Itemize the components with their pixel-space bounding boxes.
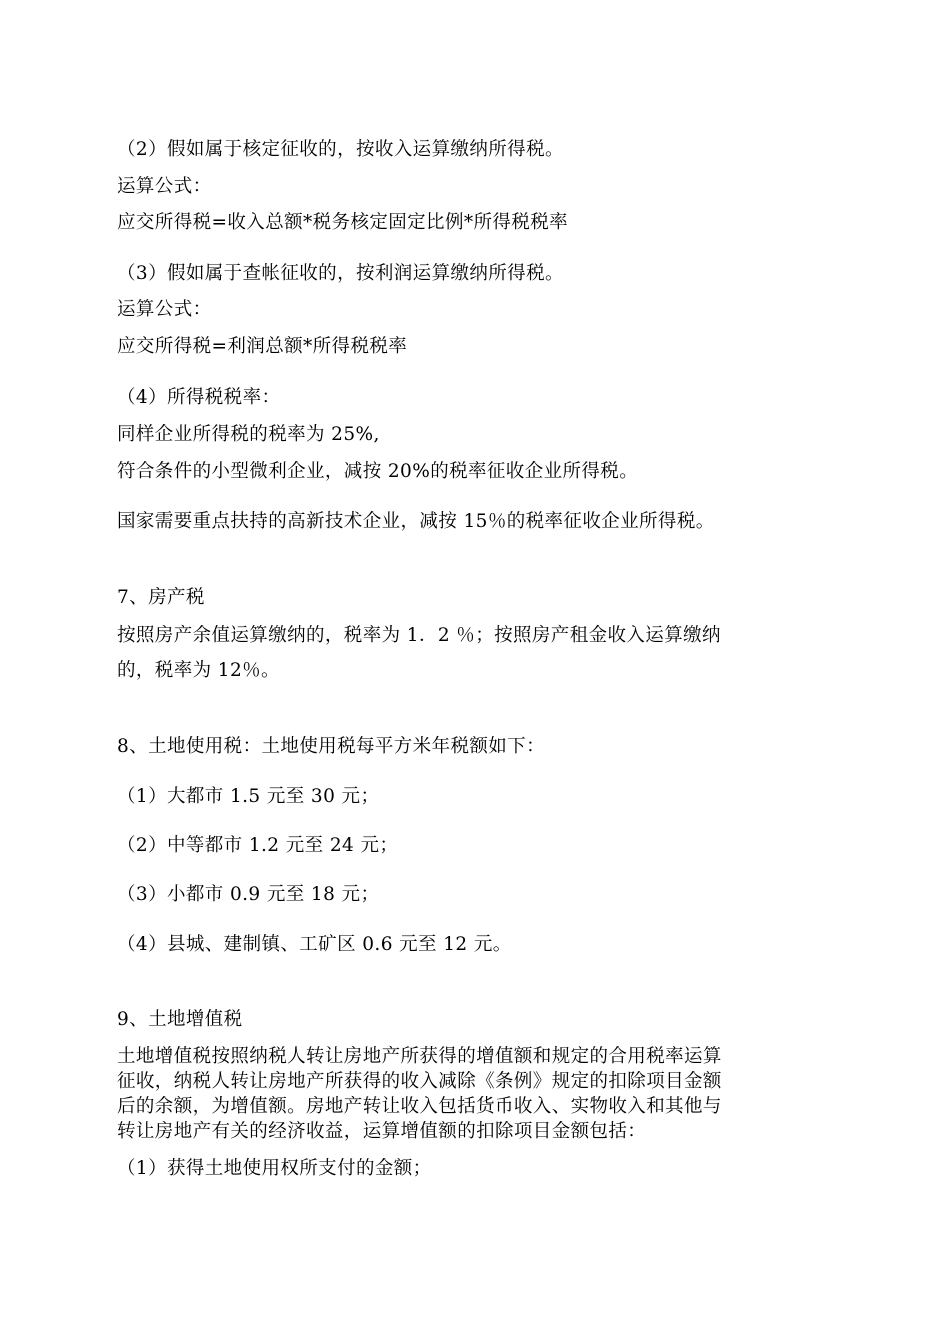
formula-label: 运算公式： xyxy=(117,299,212,320)
formula-text: 应交所得税=利润总额*所得税税率 xyxy=(117,336,408,357)
tax-rate-line: 国家需要重点扶持的高新技术企业，减按 15％的税率征收企业所得税。 xyxy=(117,511,715,532)
land-use-tax-item: （3）小都市 0.9 元至 18 元； xyxy=(117,884,380,905)
property-tax-text: 的，税率为 12％。 xyxy=(117,660,280,681)
paragraph-line: 转让房地产有关的经济收益，运算增值额的扣除项目金额包括： xyxy=(117,1121,647,1142)
land-value-added-tax-paragraph xyxy=(117,1044,832,1144)
land-use-tax-item: （2）中等都市 1.2 元至 24 元； xyxy=(117,835,399,856)
paragraph-line: 土地增值税按照纳税人转让房地产所获得的增值额和规定的合用税率运算 xyxy=(117,1046,722,1067)
paragraph-line: 征收，纳税人转让房地产所获得的收入减除《条例》规定的扣除项目金额 xyxy=(117,1071,722,1092)
paragraph-line: 后的余额，为增值额。房地产转让收入包括货币收入、实物收入和其他与 xyxy=(117,1096,722,1117)
section-heading-land-value-added-tax: 9、土地增值税 xyxy=(117,1009,243,1030)
tax-rate-line: 同样企业所得税的税率为 25%, xyxy=(117,424,380,445)
section-heading-land-use-tax: 8、土地使用税：土地使用税每平方米年税额如下： xyxy=(117,736,545,757)
formula-text: 应交所得税=收入总额*税务核定固定比例*所得税税率 xyxy=(117,212,569,233)
income-tax-item-3: （3）假如属于查帐征收的，按利润运算缴纳所得税。 xyxy=(117,263,564,284)
income-tax-item-4: （4）所得税税率： xyxy=(117,387,281,408)
formula-label: 运算公式： xyxy=(117,176,212,197)
income-tax-item-2: （2）假如属于核定征收的，按收入运算缴纳所得税。 xyxy=(117,139,564,160)
section-heading-property-tax: 7、房产税 xyxy=(117,587,205,608)
tax-rate-line: 符合条件的小型微利企业，减按 20%的税率征收企业所得税。 xyxy=(117,461,639,482)
deduction-item: （1）获得土地使用权所支付的金额； xyxy=(117,1158,432,1179)
property-tax-text: 按照房产余值运算缴纳的，税率为 1．2 ％；按照房产租金收入运算缴纳 xyxy=(117,625,721,646)
land-use-tax-item: （4）县城、建制镇、工矿区 0.6 元至 12 元。 xyxy=(117,934,512,955)
land-use-tax-item: （1）大都市 1.5 元至 30 元； xyxy=(117,786,380,807)
